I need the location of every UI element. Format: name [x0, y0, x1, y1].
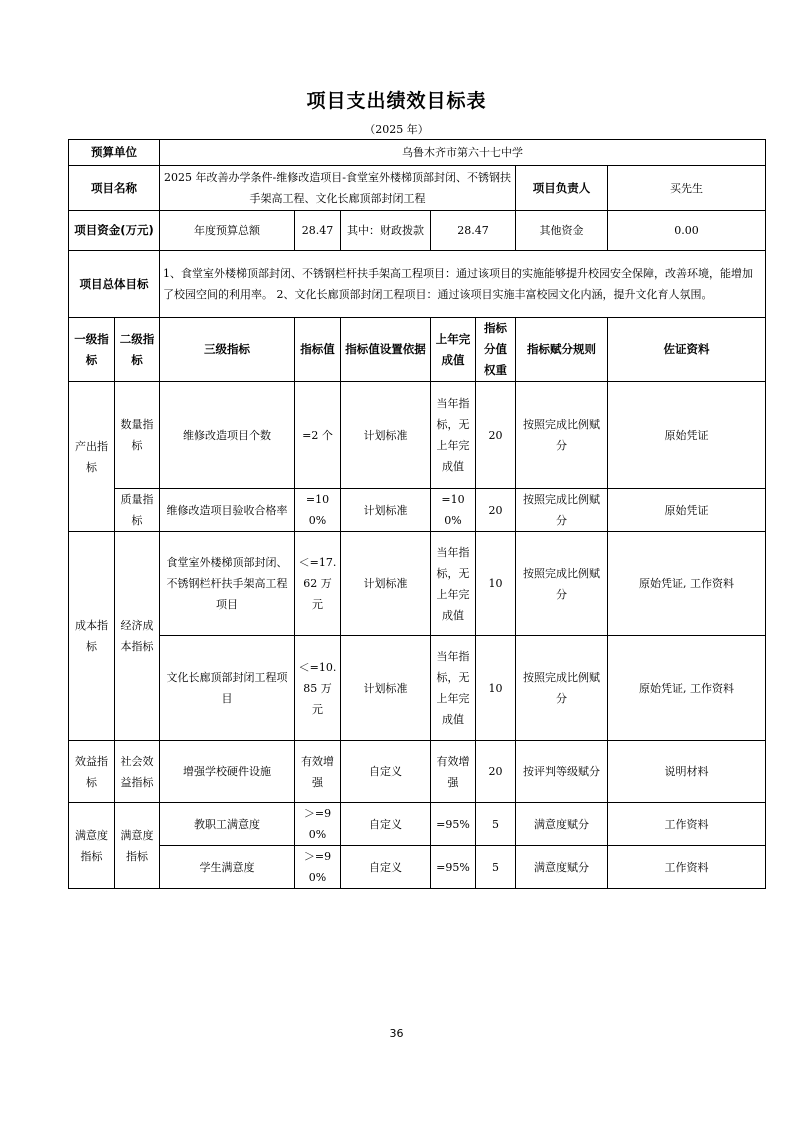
scoring-rule: 按照完成比例赋分: [516, 382, 608, 489]
indicator-value: ＜=10.85 万元: [295, 636, 341, 741]
indicator-value: =100%: [295, 489, 341, 532]
year-subtitle: （2025 年）: [364, 123, 429, 136]
previous-value: 当年指标，无上年完成值: [431, 532, 476, 636]
fund-row: [69, 211, 766, 251]
level3-indicator: 增强学校硬件设施: [160, 741, 295, 803]
column-header: 一级指标: [69, 318, 115, 382]
page-title: 项目支出绩效目标表: [306, 90, 487, 112]
performance-table: [68, 139, 766, 889]
column-header: 二级指标: [115, 318, 160, 382]
indicator-row: [69, 803, 766, 846]
evidence: 原始凭证: [608, 382, 766, 489]
indicator-basis: 计划标准: [341, 489, 431, 532]
fiscal-value: 28.47: [431, 211, 516, 251]
indicator-row: [69, 382, 766, 489]
goal-row: [69, 251, 766, 318]
level3-indicator: 教职工满意度: [160, 803, 295, 846]
level3-indicator: 学生满意度: [160, 846, 295, 889]
indicator-value: ＞=90%: [295, 803, 341, 846]
goal-label: 项目总体目标: [69, 251, 160, 318]
other-funds-label: 其他资金: [516, 211, 608, 251]
unit-value: 乌鲁木齐市第六十七中学: [160, 140, 766, 166]
column-header: 指标值设置依据: [341, 318, 431, 382]
column-header: 指标分值权重: [476, 318, 516, 382]
level3-indicator: 维修改造项目验收合格率: [160, 489, 295, 532]
indicator-value: 有效增强: [295, 741, 341, 803]
indicator-row: [69, 532, 766, 636]
annual-budget-value: 28.47: [295, 211, 341, 251]
column-header: 三级指标: [160, 318, 295, 382]
project-name-value: 2025 年改善办学条件-维修改造项目-食堂室外楼梯顶部封闭、不锈钢扶手架高工程、文化长廊顶部封闭工程: [160, 166, 516, 211]
indicator-weight: 20: [476, 489, 516, 532]
indicator-row: [69, 636, 766, 741]
indicator-weight: 10: [476, 636, 516, 741]
unit-label: 预算单位: [69, 140, 160, 166]
indicator-basis: 自定义: [341, 803, 431, 846]
previous-value: 当年指标，无上年完成值: [431, 382, 476, 489]
other-funds-value: 0.00: [608, 211, 766, 251]
scoring-rule: 满意度赋分: [516, 803, 608, 846]
evidence: 工作资料: [608, 846, 766, 889]
level2-indicator: 质量指标: [115, 489, 160, 532]
page-number: 36: [389, 1027, 404, 1040]
previous-value: 当年指标，无上年完成值: [431, 636, 476, 741]
owner-label: 项目负责人: [516, 166, 608, 211]
indicator-value: =2 个: [295, 382, 341, 489]
column-header: 指标值: [295, 318, 341, 382]
scoring-rule: 按照完成比例赋分: [516, 636, 608, 741]
column-header: 上年完成值: [431, 318, 476, 382]
level2-indicator: 社会效益指标: [115, 741, 160, 803]
fiscal-label: 其中：财政拨款: [341, 211, 431, 251]
level2-indicator: 满意度指标: [115, 803, 160, 889]
indicator-weight: 20: [476, 382, 516, 489]
level3-indicator: 维修改造项目个数: [160, 382, 295, 489]
indicator-weight: 10: [476, 532, 516, 636]
level1-indicator: 产出指标: [69, 382, 115, 532]
indicator-value: ＞=90%: [295, 846, 341, 889]
owner-value: 买先生: [608, 166, 766, 211]
annual-budget-label: 年度预算总额: [160, 211, 295, 251]
indicator-basis: 自定义: [341, 846, 431, 889]
project-name-row: [69, 166, 766, 211]
fund-label: 项目资金(万元): [69, 211, 160, 251]
indicator-basis: 计划标准: [341, 532, 431, 636]
evidence: 原始凭证: [608, 489, 766, 532]
level1-indicator: 效益指标: [69, 741, 115, 803]
previous-value: =100%: [431, 489, 476, 532]
indicator-row: [69, 846, 766, 889]
level3-indicator: 文化长廊顶部封闭工程项目: [160, 636, 295, 741]
indicator-row: [69, 741, 766, 803]
evidence: 原始凭证, 工作资料: [608, 636, 766, 741]
evidence: 原始凭证, 工作资料: [608, 532, 766, 636]
previous-value: =95%: [431, 803, 476, 846]
level2-indicator: 数量指标: [115, 382, 160, 489]
indicator-basis: 自定义: [341, 741, 431, 803]
level1-indicator: 满意度指标: [69, 803, 115, 889]
indicator-weight: 5: [476, 803, 516, 846]
indicator-basis: 计划标准: [341, 382, 431, 489]
indicator-basis: 计划标准: [341, 636, 431, 741]
project-name-label: 项目名称: [69, 166, 160, 211]
evidence: 工作资料: [608, 803, 766, 846]
column-header: 指标赋分规则: [516, 318, 608, 382]
scoring-rule: 按照完成比例赋分: [516, 532, 608, 636]
column-header: 佐证资料: [608, 318, 766, 382]
scoring-rule: 按评判等级赋分: [516, 741, 608, 803]
level2-indicator: 经济成本指标: [115, 532, 160, 741]
indicator-weight: 5: [476, 846, 516, 889]
previous-value: 有效增强: [431, 741, 476, 803]
indicator-row: [69, 489, 766, 532]
unit-row: [69, 140, 766, 166]
evidence: 说明材料: [608, 741, 766, 803]
scoring-rule: 按照完成比例赋分: [516, 489, 608, 532]
column-header-row: [69, 318, 766, 382]
indicator-weight: 20: [476, 741, 516, 803]
previous-value: =95%: [431, 846, 476, 889]
indicator-value: ＜=17.62 万元: [295, 532, 341, 636]
goal-value: 1、食堂室外楼梯顶部封闭、不锈钢栏杆扶手架高工程项目：通过该项目的实施能够提升校园安全保障，改善环境，能增加了校园空间的利用率。 2、文化长廊顶部封闭工程项目：通过该项目实施丰富校园文化内涵，提升文化育人氛围。: [160, 251, 766, 318]
level1-indicator: 成本指标: [69, 532, 115, 741]
scoring-rule: 满意度赋分: [516, 846, 608, 889]
level3-indicator: 食堂室外楼梯顶部封闭、不锈钢栏杆扶手架高工程项目: [160, 532, 295, 636]
